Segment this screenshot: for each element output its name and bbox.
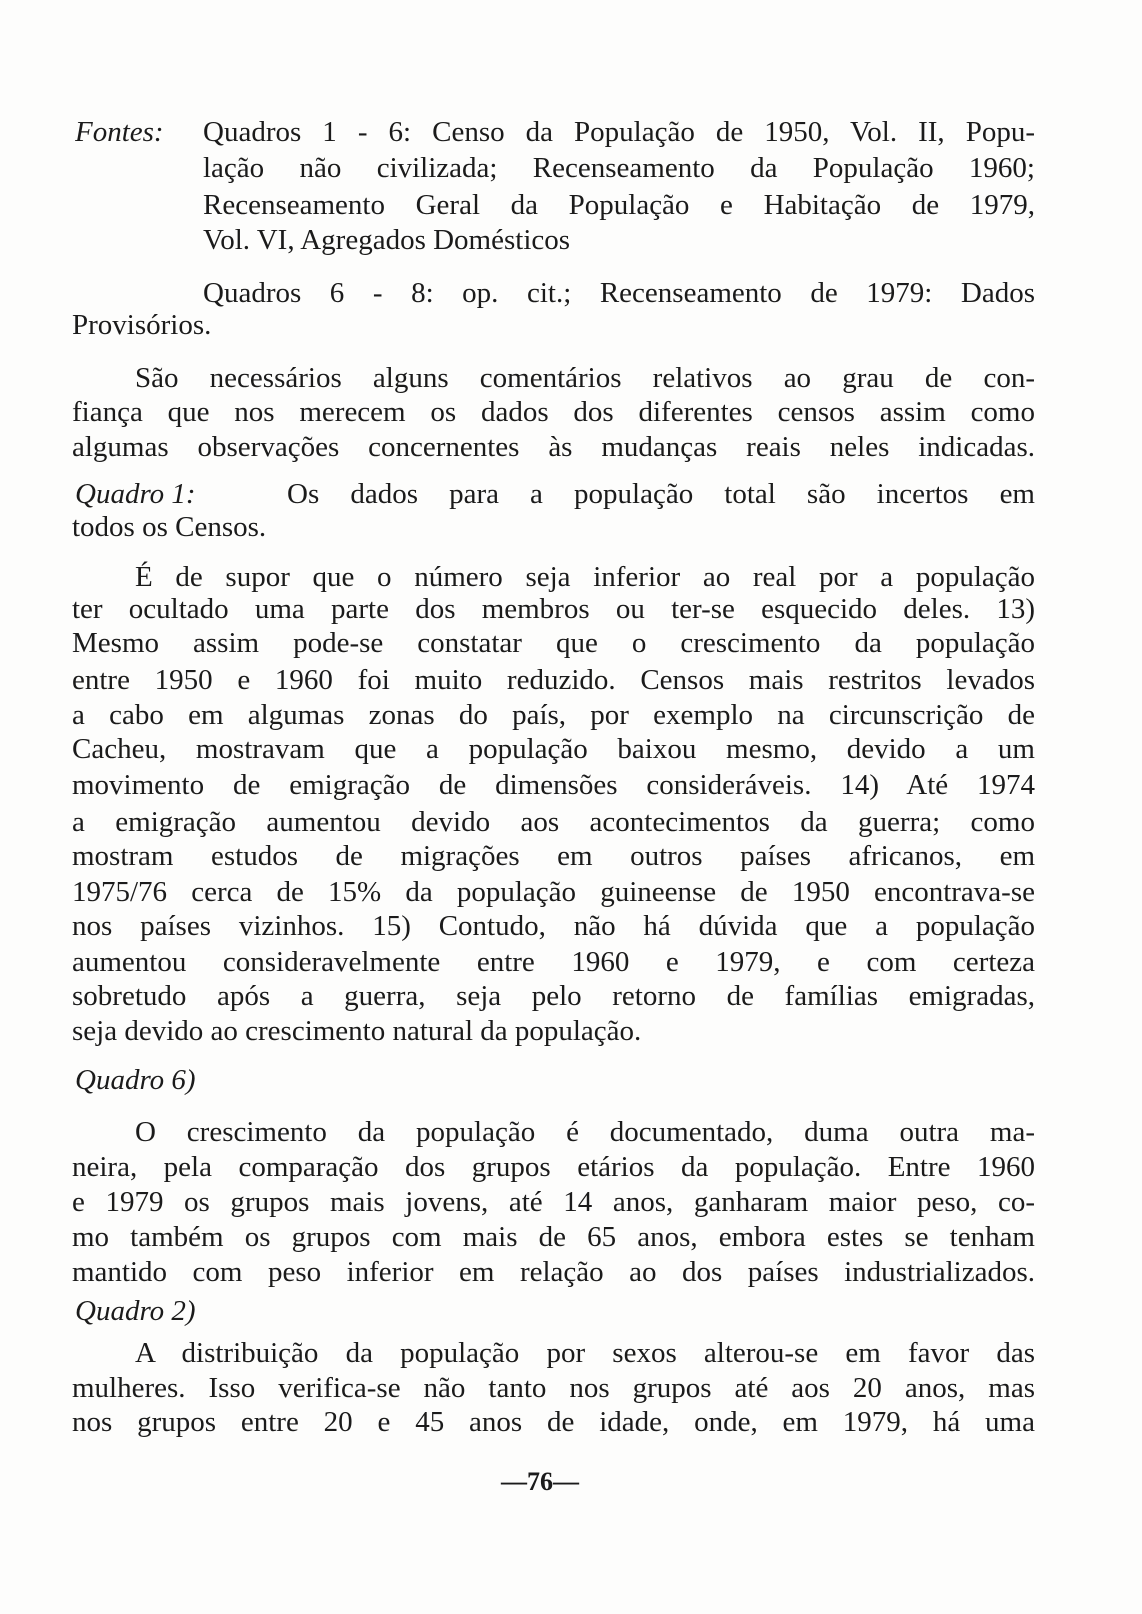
text-line: mostram estudos de migrações em outros países africanos, em: [72, 840, 1035, 872]
text-line: neira, pela comparação dos grupos etários da população. Entre 1960: [72, 1151, 1035, 1183]
text-line: a emigração aumentou devido aos acontecimentos da guerra; como: [72, 806, 1035, 838]
text-line: fiança que nos merecem os dados dos diferentes censos assim como: [72, 396, 1035, 428]
text-line: todos os Censos.: [72, 511, 267, 543]
text-line: mantido com peso inferior em relação ao dos países industrializados.: [72, 1256, 1035, 1288]
text-line: A distribuição da população por sexos alterou-se em favor das: [135, 1337, 1035, 1369]
text-line: e 1979 os grupos mais jovens, até 14 anos, ganharam maior peso, co-: [72, 1186, 1035, 1218]
text-line: Quadros 1 - 6: Censo da População de 1950, Vol. II, Popu-: [203, 116, 1035, 148]
text-line: Recenseamento Geral da População e Habitação de 1979,: [203, 189, 1035, 221]
text-line: algumas observações concernentes às mudanças reais neles indicadas.: [72, 431, 1035, 463]
text-line: seja devido ao crescimento natural da população.: [72, 1015, 642, 1047]
text-line: Cacheu, mostravam que a população baixou mesmo, devido a um: [72, 733, 1035, 765]
text-line: entre 1950 e 1960 foi muito reduzido. Censos mais restritos levados: [72, 664, 1035, 696]
text-line: mo também os grupos com mais de 65 anos, embora estes se tenham: [72, 1221, 1035, 1253]
text-line: mulheres. Isso verifica-se não tanto nos grupos até aos 20 anos, mas: [72, 1372, 1035, 1404]
text-line: Provisórios.: [72, 309, 212, 341]
text-line: sobretudo após a guerra, seja pelo retorno de famílias emigradas,: [72, 980, 1035, 1012]
section-label: Quadro 6): [75, 1064, 196, 1096]
text-line: ter ocultado uma parte dos membros ou ter-se esquecido deles. 13): [72, 593, 1035, 625]
text-line: aumentou consideravelmente entre 1960 e 1979, e com certeza: [72, 946, 1035, 978]
text-line: nos países vizinhos. 15) Contudo, não há dúvida que a população: [72, 910, 1035, 942]
page-number: —76—: [501, 1467, 579, 1496]
sources-label: Fontes:: [75, 116, 164, 148]
text-line: 1975/76 cerca de 15% da população guineense de 1950 encontrava-se: [72, 876, 1035, 908]
text-line: É de supor que o número seja inferior ao real por a população: [135, 561, 1035, 593]
text-line: Quadros 6 - 8: op. cit.; Recenseamento de 1979: Dados: [203, 277, 1035, 309]
text-line: Vol. VI, Agregados Domésticos: [203, 224, 571, 256]
text-line: Os dados para a população total são incertos em: [287, 478, 1035, 510]
text-line: lação não civilizada; Recenseamento da População 1960;: [203, 152, 1035, 184]
text-line: nos grupos entre 20 e 45 anos de idade, onde, em 1979, há uma: [72, 1406, 1035, 1438]
text-line: movimento de emigração de dimensões consideráveis. 14) Até 1974: [72, 769, 1035, 801]
text-line: O crescimento da população é documentado, duma outra ma-: [135, 1116, 1035, 1148]
section-label: Quadro 2): [75, 1295, 196, 1327]
text-line: a cabo em algumas zonas do país, por exemplo na circunscrição de: [72, 699, 1035, 731]
text-line: Mesmo assim pode-se constatar que o crescimento da população: [72, 627, 1035, 659]
section-label: Quadro 1:: [75, 478, 196, 510]
text-line: São necessários alguns comentários relativos ao grau de con-: [135, 362, 1035, 394]
